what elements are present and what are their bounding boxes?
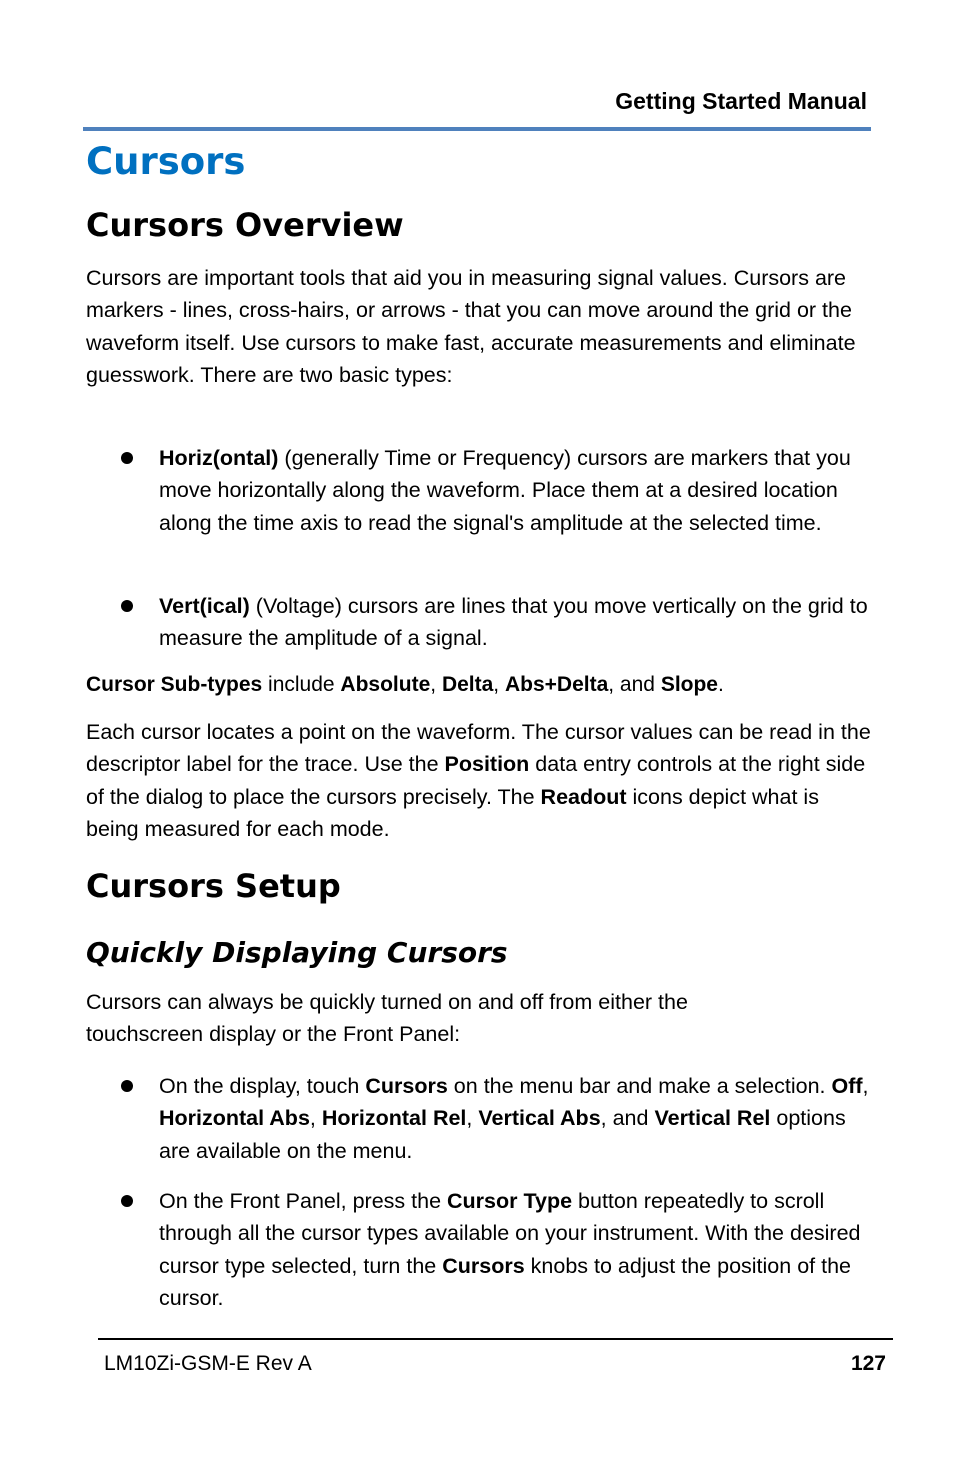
text-run: on the menu bar and make a selection. [447, 1074, 832, 1098]
running-header: Getting Started Manual [615, 88, 867, 114]
text-run: On the display, touch [159, 1074, 366, 1098]
bold-term: Slope [660, 673, 718, 696]
bold-term: Cursor Sub-types [86, 673, 263, 696]
text-run: , and [608, 673, 661, 696]
text-run: , [466, 1106, 479, 1131]
bold-term: Vertical Abs [478, 1106, 601, 1131]
text-run: data entry controls at the right side of the dialog to place the cursors precisely. The [86, 752, 866, 809]
bold-term: Vert(ical) [159, 594, 250, 618]
bullet-front-panel [159, 1185, 879, 1315]
bullet-dot [121, 1195, 133, 1207]
bold-term: Cursors [442, 1253, 525, 1278]
page-number: 127 [850, 1352, 886, 1375]
bullet-horizontal [159, 442, 879, 539]
text-run: On the Front Panel, press the [159, 1189, 448, 1213]
overview-heading: Cursors Overview [86, 206, 404, 244]
bold-term: Horizontal Rel [321, 1106, 467, 1131]
bold-term: Abs+Delta [504, 673, 609, 696]
bullet-dot [121, 452, 133, 464]
text-run: icons depict what is being measured for each mode. [86, 784, 819, 842]
bullet-dot [121, 600, 133, 612]
overview-intro: Cursors are important tools that aid you in measuring signal values. Cursors are markers - lines, cross-hairs, or arrows - that you can move around the grid or the waveform itself. Use cursors to make fast, accurate measurements and eliminate guesswork. There are two basic types: [86, 266, 856, 388]
bullet-text: (Voltage) cursors are lines that you move vertically on the grid to measure the amplitude of a signal. [159, 594, 868, 651]
bold-term: Horizontal Abs [159, 1106, 310, 1131]
text-run: include [262, 673, 341, 696]
bullet-display [159, 1070, 879, 1167]
text-run: Each cursor locates a point on the waveform. The cursor values can be read in the descriptor label for the trace. Use the [86, 720, 871, 777]
bold-term: Cursors [365, 1074, 448, 1098]
footer-rule [98, 1338, 893, 1340]
each-cursor-paragraph [86, 716, 876, 846]
bold-term: Horiz(ontal) [159, 446, 279, 470]
text-run: button repeatedly to scroll through all the cursor types available on your instrument. With the desired cursor type selected, turn the [159, 1189, 861, 1278]
text-run: , [493, 673, 505, 696]
bold-term: Absolute [340, 673, 431, 696]
header-rule [83, 127, 871, 131]
text-run: knobs to adjust the position of the cursor. [159, 1253, 851, 1311]
bullet-text: (generally Time or Frequency) cursors are markers that you move horizontally along the waveform. Place them at a desired location along the time axis to read the signal's amplitude at the selected time. [159, 446, 851, 535]
footer-doc-id: LM10Zi-GSM-E Rev A [104, 1352, 312, 1375]
bold-term: Off [831, 1074, 863, 1098]
quick-display-subheading: Quickly Displaying Cursors [86, 936, 508, 969]
text-run: options are available on the menu. [159, 1106, 846, 1163]
bullet-vertical [159, 590, 879, 655]
setup-heading: Cursors Setup [86, 867, 341, 905]
text-run: , and [600, 1106, 655, 1131]
text-run: . [718, 673, 724, 696]
subtypes-paragraph [86, 669, 876, 701]
bold-term: Cursor Type [447, 1189, 573, 1213]
section-title: Cursors [86, 140, 246, 183]
bold-term: Delta [441, 673, 494, 696]
bullet-dot [121, 1080, 133, 1092]
text-run: , [309, 1106, 322, 1131]
bold-term: Vertical Rel [654, 1106, 771, 1131]
setup-intro: Cursors can always be quickly turned on and off from either the touchscreen display or the Front Panel: [86, 990, 688, 1047]
bold-term: Position [444, 752, 530, 777]
bold-term: Readout [540, 784, 627, 809]
text-run: , [430, 673, 442, 696]
text-run: , [862, 1074, 869, 1098]
